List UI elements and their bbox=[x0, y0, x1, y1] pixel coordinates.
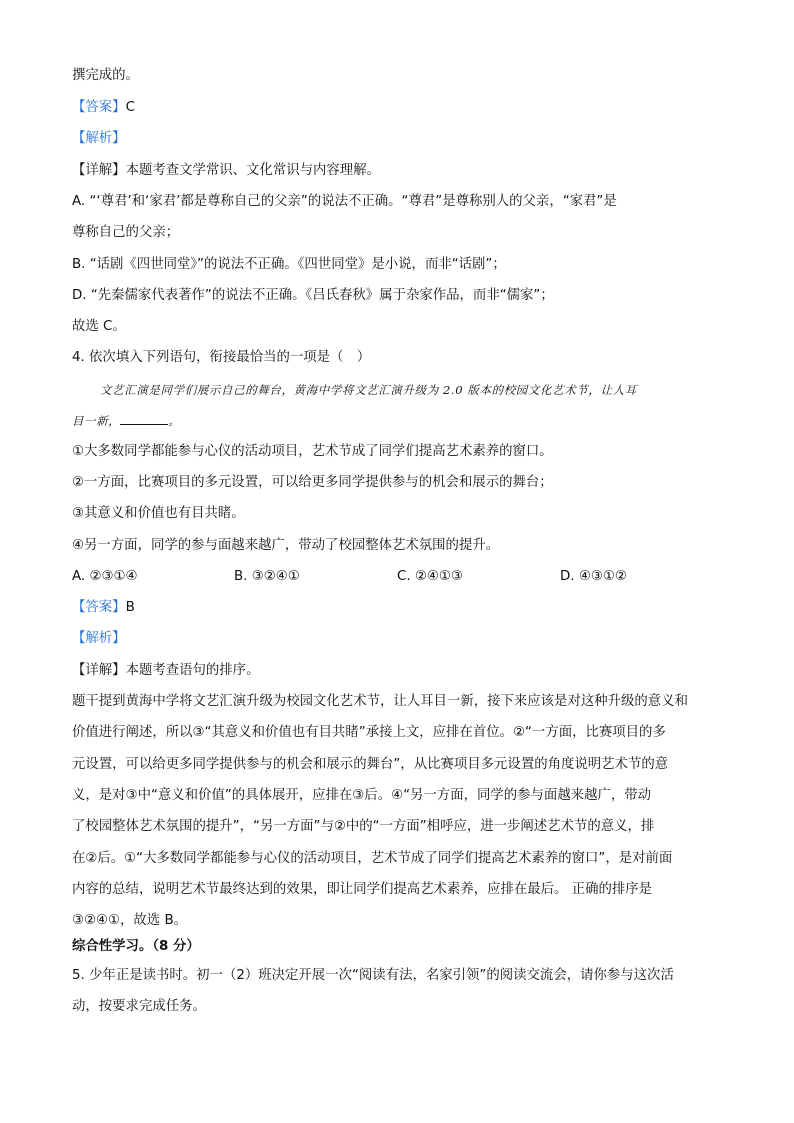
quote-line2-pre: 目一新， bbox=[72, 414, 121, 428]
q4-explanation-7: 内容的总结，说明艺术节最终达到的效果，即让同学们提高艺术素养，应排在最后。 正确的排序是 bbox=[72, 882, 653, 897]
prev-tail: 撰完成的。 bbox=[72, 68, 139, 83]
detail-tag: 【详解】 bbox=[72, 663, 126, 678]
q4-option-b: B. ③②④① bbox=[234, 569, 300, 584]
q4-sentence-1: ①大多数同学都能参与心仪的活动项目，艺术节成了同学们提高艺术素养的窗口。 bbox=[72, 444, 553, 459]
q4-option-c: C. ②④①③ bbox=[397, 569, 463, 584]
prev-conclusion: 故选 C。 bbox=[72, 319, 126, 334]
q5-line2: 动，按要求完成任务。 bbox=[72, 999, 206, 1014]
q4-explanation-3: 元设置，可以给更多同学提供参与的机会和展示的舞台”，从比赛项目多元设置的角度说明艺术节的意 bbox=[72, 757, 669, 772]
fill-blank bbox=[120, 412, 168, 425]
q4-analysis-tag: 【解析】 bbox=[72, 631, 126, 646]
q5-line1: 5. 少年正是读书时。初一（2）班决定开展一次“阅读有法，名家引领”的阅读交流会，请你参与这次活 bbox=[72, 968, 674, 983]
prev-detail-line bbox=[72, 162, 380, 180]
answer-tag: 【答案】 bbox=[72, 100, 126, 115]
q4-quote-line2 bbox=[72, 412, 181, 430]
analysis-tag: 【解析】 bbox=[72, 131, 126, 146]
answer-tag: 【答案】 bbox=[72, 600, 126, 615]
q4-option-a: A. ②③①④ bbox=[72, 569, 138, 584]
q4-option-d: D. ④③①② bbox=[560, 569, 627, 584]
q4-explanation-6: 在②后。①“大多数同学都能参与心仪的活动项目，艺术节成了同学们提高艺术素养的窗口”，是对前面 bbox=[72, 851, 673, 866]
q4-explanation-4: 义，是对③中“意义和价值”的具体展开，应排在③后。④“另一方面，同学的参与面越来越广，带动 bbox=[72, 788, 652, 803]
answer-value: B bbox=[125, 600, 135, 615]
prev-option-a-line2: 尊称自己的父亲； bbox=[72, 225, 180, 240]
prev-answer-line bbox=[72, 99, 135, 117]
q4-stem: 4. 依次填入下列语句，衔接最恰当的一项是（ ） bbox=[72, 350, 371, 365]
answer-value: C bbox=[125, 100, 135, 115]
prev-option-d: D. “先秦儒家代表著作”的说法不正确。《吕氏春秋》属于杂家作品，而非“儒家”； bbox=[72, 288, 554, 303]
q4-quote-line1: 文艺汇演是同学们展示自己的舞台，黄海中学将文艺汇演升级为 2.0 版本的校园文化艺术节，让人耳 bbox=[100, 383, 637, 397]
q4-answer-line bbox=[72, 599, 135, 617]
prev-option-b: B. “话剧《四世同堂》”的说法不正确。《四世同堂》是小说，而非“话剧”； bbox=[72, 257, 506, 272]
detail-text: 本题考查文学常识、文化常识与内容理解。 bbox=[125, 163, 380, 178]
q4-detail-line bbox=[72, 662, 259, 680]
q4-explanation-1: 题干提到黄海中学将文艺汇演升级为校园文化艺术节，让人耳目一新，接下来应该是对这种升级的意义和 bbox=[72, 694, 688, 709]
q4-sentence-2: ②一方面，比赛项目的多元设置，可以给更多同学提供参与的机会和展示的舞台； bbox=[72, 475, 553, 490]
q4-sentence-4: ④另一方面，同学的参与面越来越广，带动了校园整体艺术氛围的提升。 bbox=[72, 538, 500, 553]
q4-explanation-5: 了校园整体艺术氛围的提升”，“另一方面”与②中的“一方面”相呼应，进一步阐述艺术节的意义，排 bbox=[72, 819, 655, 834]
prev-option-a-line1: A. “‘尊君’和‘家君’都是尊称自己的父亲”的说法不正确。“尊君”是尊称别人的父亲，“家君”是 bbox=[72, 194, 617, 209]
quote-line2-post: 。 bbox=[168, 414, 181, 428]
q4-sentence-3: ③其意义和价值也有目共睹。 bbox=[72, 506, 245, 521]
detail-text: 本题考查语句的排序。 bbox=[125, 663, 260, 678]
detail-tag: 【详解】 bbox=[72, 163, 126, 178]
section-heading: 综合性学习。（8 分） bbox=[72, 939, 200, 954]
q4-explanation-8: ③②④①，故选 B。 bbox=[72, 913, 188, 928]
q4-explanation-2: 价值进行阐述，所以③“其意义和价值也有目共睹”承接上文，应排在首位。②“一方面，比赛项目的多 bbox=[72, 725, 666, 740]
